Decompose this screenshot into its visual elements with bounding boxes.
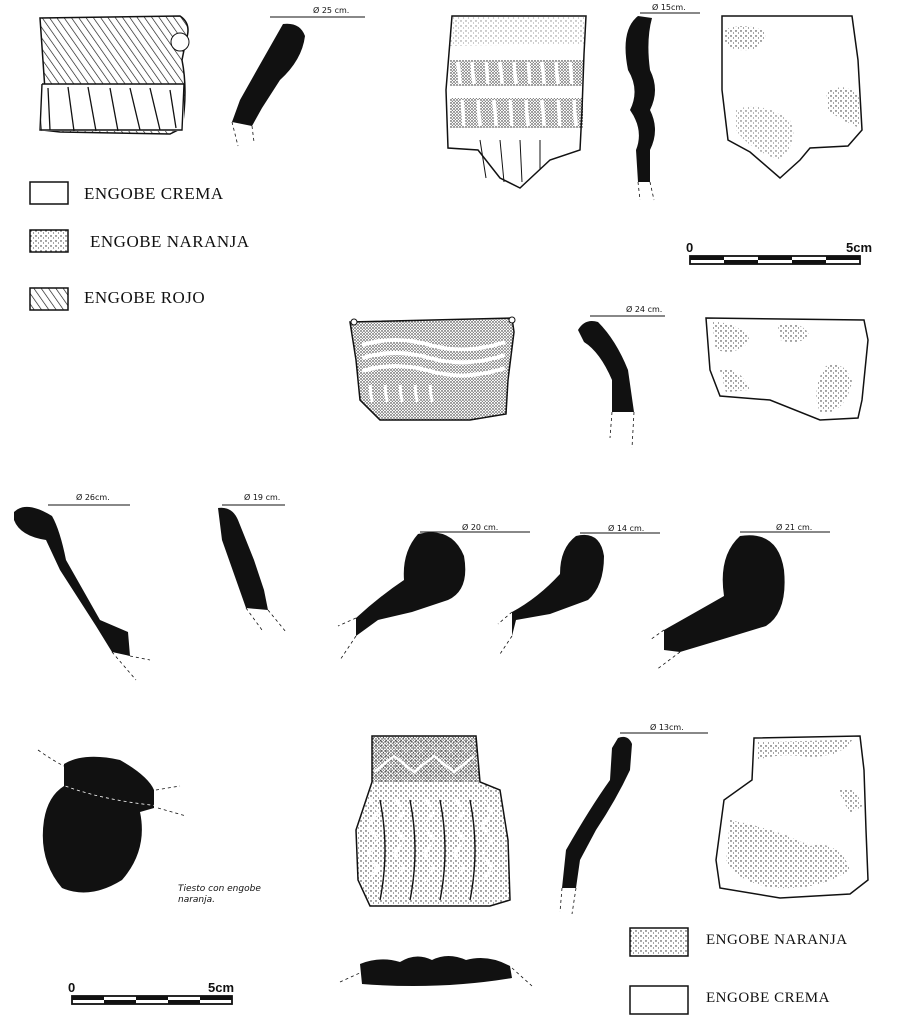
rim-profile-5 (218, 505, 286, 632)
diameter-label-4: Ø 26cm. (76, 493, 110, 502)
sherd-red-slip (40, 16, 189, 134)
diameter-label-6: Ø 20 cm. (462, 523, 499, 532)
note-line-2: naranja. (178, 895, 216, 905)
legend-label-naranja: ENGOBE NARANJA (90, 232, 250, 251)
sherd-cream-interior-2 (706, 318, 868, 420)
rim-profile-6 (338, 532, 530, 660)
note-line-1: Tiesto con engobe (178, 884, 261, 894)
legend-label-rojo: ENGOBE ROJO (84, 288, 206, 307)
diameter-label-7: Ø 14 cm. (608, 524, 645, 533)
scale-bottom-zero: 0 (68, 980, 76, 995)
swatch-crema-bottom (630, 986, 688, 1014)
rim-fragment-bottom (340, 956, 532, 986)
rim-profile-4 (14, 505, 150, 680)
sherd-cream-interior-3 (716, 736, 868, 898)
legend-bottom-label-naranja: ENGOBE NARANJA (706, 932, 848, 948)
sherd-orange-slip-bulge (38, 750, 186, 893)
sherd-cream-interior-1 (722, 16, 862, 178)
swatch-rojo (30, 288, 68, 310)
scale-top-end: 5cm (846, 240, 873, 255)
rim-profile-7 (498, 533, 660, 654)
swatch-naranja (30, 230, 68, 252)
diameter-label-2: Ø 15cm. (652, 3, 686, 12)
handwritten-note (178, 884, 261, 906)
diameter-label-1: Ø 25 cm. (313, 6, 350, 15)
scale-bar-top (686, 240, 872, 264)
diameter-label-5: Ø 19 cm. (244, 493, 281, 502)
rim-profile-9 (560, 733, 708, 914)
legend-bottom (630, 928, 688, 1014)
diameter-label-9: Ø 13cm. (650, 723, 684, 732)
rim-profile-1 (232, 17, 365, 146)
rim-profile-8 (650, 532, 830, 670)
scale-top-zero: 0 (686, 240, 694, 255)
sherd-zigzag-fluted (356, 736, 510, 906)
diameter-label-3: Ø 24 cm. (626, 305, 663, 314)
sherd-wavy-band (350, 317, 515, 420)
swatch-crema (30, 182, 68, 204)
scale-bottom-end: 5cm (208, 980, 235, 995)
sherd-comb-decorated (446, 16, 586, 188)
legend-bottom-label-crema: ENGOBE CREMA (706, 990, 830, 1006)
legend-label-crema: ENGOBE CREMA (84, 184, 224, 203)
diameter-label-8: Ø 21 cm. (776, 523, 813, 532)
legend-top (30, 182, 68, 310)
rim-profile-2 (626, 13, 700, 200)
rim-profile-3 (578, 316, 665, 448)
swatch-naranja-bottom (630, 928, 688, 956)
scale-bar-bottom (68, 980, 234, 1004)
